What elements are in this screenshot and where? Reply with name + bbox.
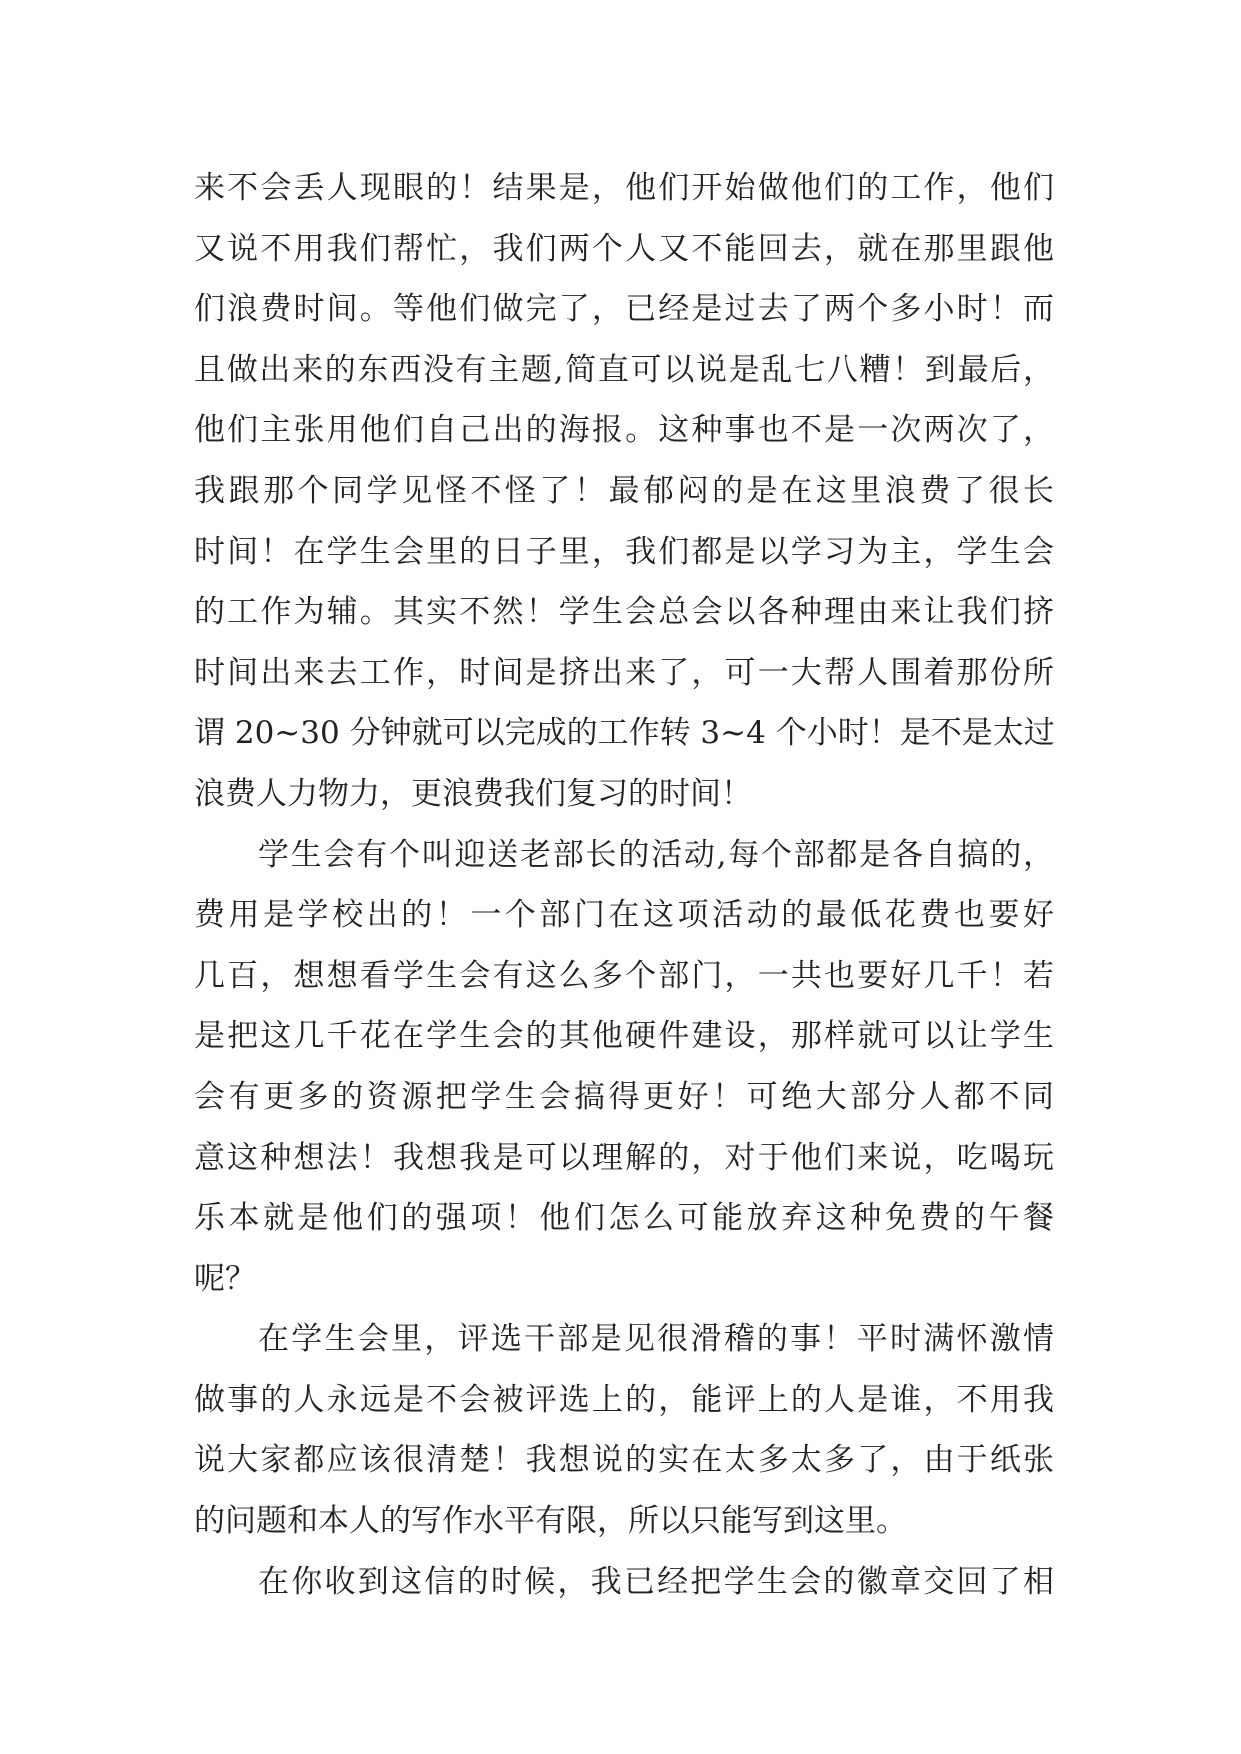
- text-line: 又说不用我们帮忙，我们两个人又不能回去，就在那里跟他: [194, 230, 1054, 267]
- text-line: 的问题和本人的写作水平有限，所以只能写到这里。: [194, 1503, 907, 1540]
- text-line: 且做出来的东西没有主题,简直可以说是乱七八糟！到最后，: [194, 351, 1054, 388]
- text-line: 说大家都应该很清楚！我想说的实在太多太多了，由于纸张: [194, 1442, 1054, 1479]
- paragraph: [194, 158, 1054, 825]
- text-line: 在你收到这信的时候，我已经把学生会的徽章交回了相: [258, 1563, 1054, 1600]
- text-line: 呢？: [194, 1260, 256, 1297]
- text-line: 他们主张用他们自己出的海报。这种事也不是一次两次了，: [194, 412, 1054, 449]
- text-line: 时间出来去工作，时间是挤出来了，可一大帮人围着那份所: [194, 654, 1054, 691]
- paragraph: [194, 1552, 1054, 1613]
- text-line: 我跟那个同学见怪不怪了！最郁闷的是在这里浪费了很长: [194, 472, 1054, 509]
- text-line: 学生会有个叫迎送老部长的活动,每个部都是各自搞的，: [258, 836, 1054, 873]
- text-line: 的工作为辅。其实不然！学生会总会以各种理由来让我们挤: [194, 594, 1054, 631]
- paragraph: [194, 825, 1054, 1310]
- text-line: 费用是学校出的！一个部门在这项活动的最低花费也要好: [194, 897, 1054, 934]
- text-line: 在学生会里，评选干部是见很滑稽的事！平时满怀激情: [258, 1321, 1054, 1358]
- paragraph: [194, 1309, 1054, 1551]
- text-line: 是把这几千花在学生会的其他硬件建设，那样就可以让学生: [194, 1018, 1054, 1055]
- body-text: [194, 158, 1054, 1612]
- text-line: 会有更多的资源把学生会搞得更好！可绝大部分人都不同: [194, 1078, 1054, 1115]
- text-line: 几百，想想看学生会有这么多个部门，一共也要好几千！若: [194, 957, 1054, 994]
- text-line: 来不会丢人现眼的！结果是，他们开始做他们的工作，他们: [194, 170, 1054, 206]
- text-line: 谓 20~30 分钟就可以完成的工作转 3~4 个小时！是不是太过: [194, 715, 1055, 752]
- text-line: 们浪费时间。等他们做完了，已经是过去了两个多小时！而: [194, 291, 1054, 328]
- text-line: 浪费人力物力，更浪费我们复习的时间！: [194, 775, 752, 812]
- text-line: 做事的人永远是不会被评选上的，能评上的人是谁，不用我: [194, 1381, 1054, 1418]
- text-line: 时间！在学生会里的日子里，我们都是以学习为主，学生会: [194, 533, 1054, 570]
- text-line: 乐本就是他们的强项！他们怎么可能放弃这种免费的午餐: [194, 1200, 1054, 1237]
- text-line: 意这种想法！我想我是可以理解的，对于他们来说，吃喝玩: [194, 1139, 1054, 1176]
